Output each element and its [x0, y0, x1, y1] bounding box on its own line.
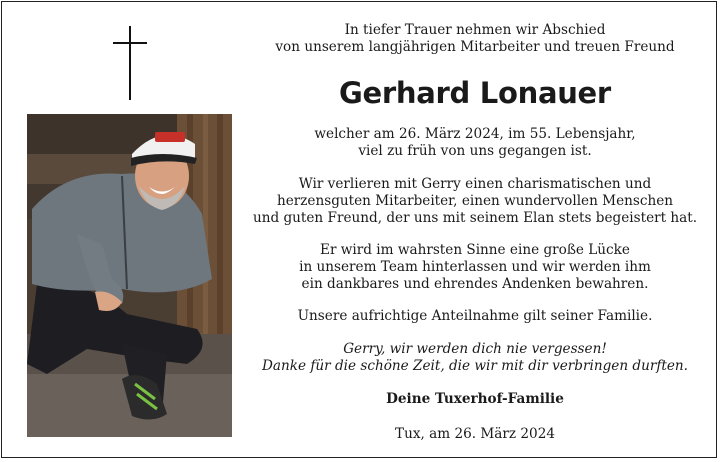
cross-icon — [113, 26, 147, 100]
paragraph-line: ein dankbares und ehrendes Andenken bewahren. — [301, 276, 649, 292]
death-notice-line: viel zu früh von uns gegangen ist. — [358, 143, 592, 159]
place-date: Tux, am 26. März 2024 — [395, 426, 555, 442]
signature: Deine Tuxerhof-Familie — [386, 391, 564, 407]
paragraph-gap — [252, 242, 698, 293]
paragraph-loss — [252, 176, 698, 227]
obituary-notice — [1, 1, 717, 458]
death-notice-line: welcher am 26. März 2024, im 55. Lebensjahr, — [314, 126, 636, 142]
condolence-line: Unsere aufrichtige Anteilnahme gilt seiner Familie. — [297, 308, 653, 324]
paragraph-line: Wir verlieren mit Gerry einen charismatischen und — [298, 176, 652, 192]
intro-block — [252, 22, 698, 56]
deceased-name: Gerhard Lonauer — [339, 76, 611, 110]
paragraph-line: Er wird im wahrsten Sinne eine große Lücke — [320, 242, 630, 258]
death-notice — [252, 126, 698, 160]
farewell-line: Danke für die schöne Zeit, die wir mit dir verbringen durften. — [262, 358, 688, 374]
paragraph-line: in unserem Team hinterlassen und wir werden ihm — [299, 259, 651, 275]
condolence — [252, 308, 698, 325]
paragraph-line: und guten Freund, der uns mit seinem Elan stets begeistert hat. — [252, 210, 698, 226]
portrait-photo — [27, 114, 232, 437]
farewell-line: Gerry, wir werden dich nie vergessen! — [343, 341, 607, 357]
intro-line: In tiefer Trauer nehmen wir Abschied — [344, 22, 606, 38]
intro-line: von unserem langjährigen Mitarbeiter und treuen Freund — [275, 39, 675, 55]
farewell — [252, 341, 698, 375]
paragraph-line: herzensguten Mitarbeiter, einen wundervollen Menschen — [276, 193, 674, 209]
